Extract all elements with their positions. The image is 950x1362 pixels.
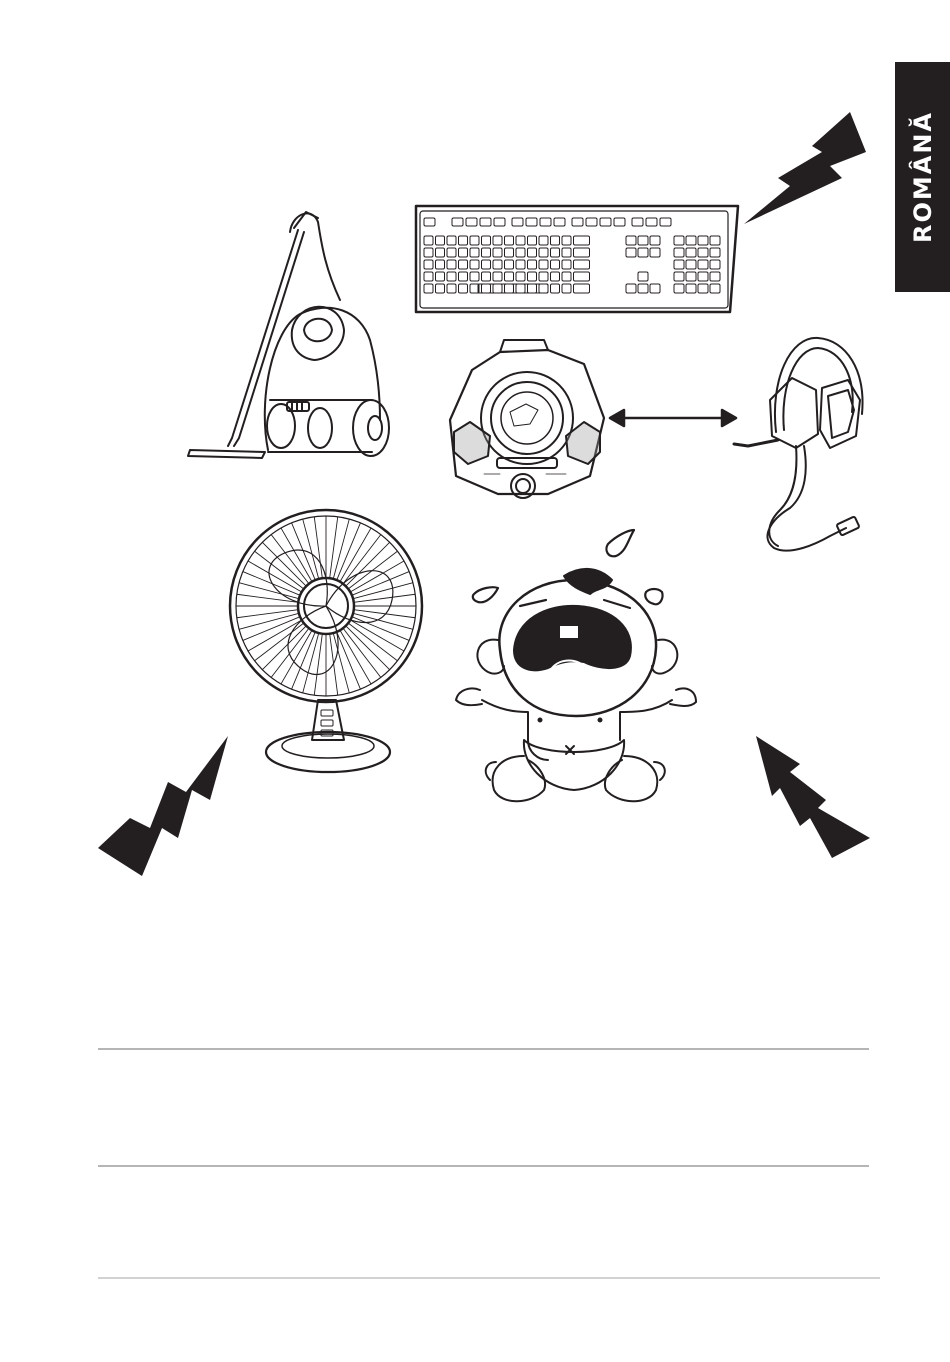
gaming-headset-icon	[734, 338, 863, 551]
lightning-bolt-icon	[756, 736, 870, 858]
vacuum-cleaner-icon	[188, 212, 389, 458]
lightning-bolt-icon	[744, 112, 866, 224]
divider-line	[98, 1048, 869, 1050]
language-tab-label: ROMÂNĂ	[908, 111, 937, 243]
audio-station-icon	[450, 340, 604, 498]
crying-baby-icon	[456, 530, 696, 801]
keyboard-icon	[416, 206, 738, 312]
lightning-bolt-icon	[98, 736, 228, 876]
divider-line	[98, 1165, 869, 1167]
double-arrow-icon	[610, 410, 736, 426]
desk-fan-icon	[230, 510, 422, 772]
divider-line	[98, 1277, 880, 1279]
